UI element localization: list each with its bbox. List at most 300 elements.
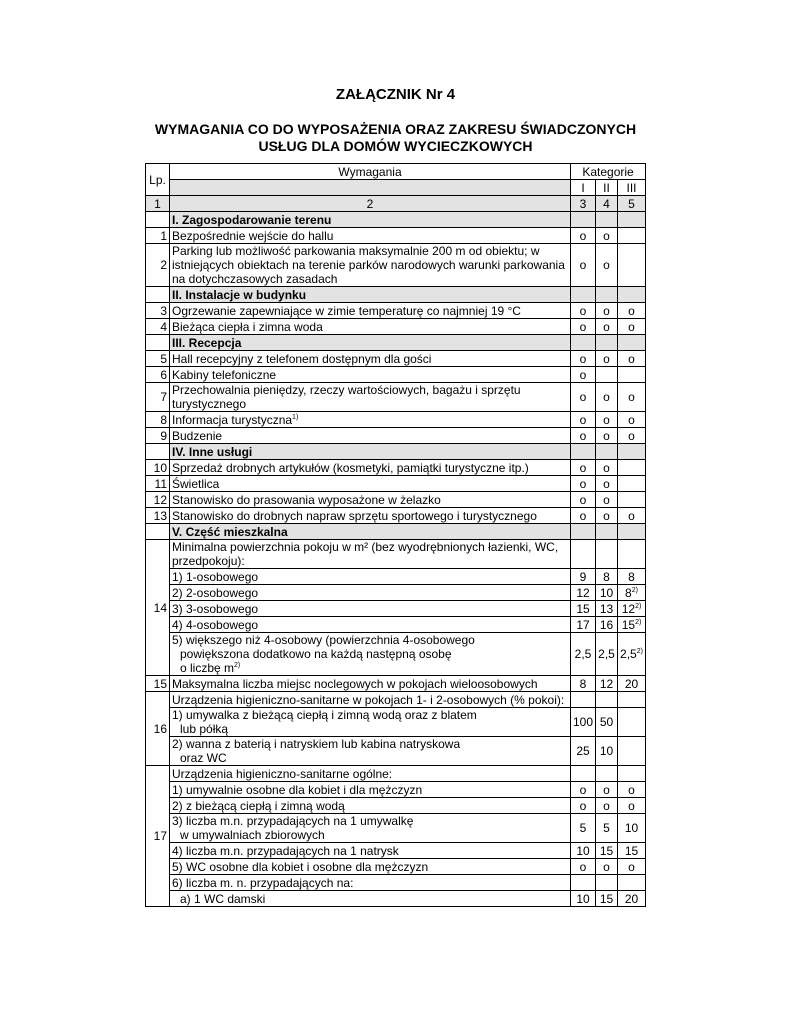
category-value: [571, 569, 596, 585]
category-value-text: o: [603, 782, 610, 797]
column-number-1: 1: [146, 196, 170, 212]
category-value: [571, 737, 596, 766]
category-value-text: 2,5: [574, 647, 592, 661]
category-value-text: o: [579, 508, 587, 523]
category-value-text: o: [603, 859, 610, 874]
table-row: [146, 814, 646, 843]
row-number: 16: [146, 692, 170, 766]
category-value: [571, 244, 596, 287]
requirement-line-text: Świetlica: [172, 476, 220, 491]
requirement-line: [172, 751, 568, 765]
section-row: [146, 335, 646, 351]
section-category-cell: [571, 524, 596, 540]
table-row: [146, 569, 646, 585]
requirement-text: [170, 540, 571, 569]
category-value: [618, 367, 646, 383]
category-value: [571, 319, 596, 335]
footnote-marker: 2): [234, 662, 241, 669]
section-category-cell: [596, 444, 618, 460]
category-value-text: 5: [603, 821, 610, 835]
category-value: [618, 383, 646, 412]
category-value-text: 9: [579, 569, 587, 584]
category-value: [571, 460, 596, 476]
category-value: [596, 428, 618, 444]
table-row: [146, 508, 646, 524]
category-value: [571, 508, 596, 524]
requirement-line: [172, 633, 568, 647]
category-value-text: o: [579, 782, 587, 797]
requirement-line: [172, 799, 568, 813]
row-number: 8: [146, 412, 170, 428]
category-value-text: o: [628, 351, 635, 366]
category-value-text: o: [603, 228, 610, 243]
category-value-text: 20: [624, 676, 639, 691]
category-value-text: o: [579, 303, 587, 318]
section-heading: III. Recepcja: [170, 335, 571, 351]
requirement-line-text: lub półką: [180, 722, 229, 736]
category-value-text: 13: [599, 601, 614, 616]
requirement-line-text: 2) z bieżącą ciepłą i zimną wodą: [172, 798, 345, 813]
category-value: [596, 244, 618, 287]
row-number: 7: [146, 383, 170, 412]
requirement-line: [172, 783, 568, 797]
row-number: 6: [146, 367, 170, 383]
section-category-cell: [618, 287, 646, 303]
column-number-2: 2: [170, 196, 571, 212]
category-value-text: o: [579, 367, 587, 382]
requirement-line-text: 5) większego niż 4-osobowy (powierzchnia 4-osobowego: [172, 633, 475, 647]
category-value-text: 15: [621, 617, 636, 632]
category-value: [618, 692, 646, 708]
category-value: [618, 875, 646, 891]
requirement-line: [172, 429, 568, 443]
category-value-text: o: [579, 476, 587, 491]
category-value: [596, 540, 618, 569]
section-category-cell: [571, 212, 596, 228]
requirement-line-text: 1) umywalka z bieżącą ciepłą i zimną wodą oraz z blatem: [172, 708, 477, 722]
table-row: [146, 319, 646, 335]
category-value: [618, 676, 646, 692]
category-value-text: o: [603, 319, 610, 334]
table-row: [146, 633, 646, 676]
category-value-text: o: [628, 798, 635, 813]
header-lp: Lp.: [146, 164, 170, 196]
requirement-line: [172, 461, 568, 475]
category-value-text: 8: [603, 569, 610, 584]
table-row: [146, 492, 646, 508]
category-value: [596, 367, 618, 383]
category-value: [596, 798, 618, 814]
category-value-text: 15: [599, 891, 614, 906]
category-value-text: 20: [624, 891, 639, 906]
category-value: [618, 814, 646, 843]
table-row: [146, 244, 646, 287]
requirement-line-text: 6) liczba m. n. przypadających na:: [172, 875, 354, 890]
table-row: [146, 367, 646, 383]
requirement-line: [172, 722, 568, 736]
section-row: [146, 524, 646, 540]
row-number: 2: [146, 244, 170, 287]
requirements-table: [145, 163, 646, 907]
section-category-cell: [618, 444, 646, 460]
category-value: [571, 476, 596, 492]
requirement-line: [172, 304, 568, 318]
category-value-text: o: [603, 412, 610, 427]
section-category-cell: [618, 335, 646, 351]
requirement-line-text: na dotychczasowych zasadach: [172, 272, 338, 286]
category-value-text: o: [579, 460, 587, 475]
category-value: [618, 303, 646, 319]
requirement-line: [172, 244, 568, 258]
category-value: [571, 367, 596, 383]
requirement-line: [172, 413, 568, 427]
table-row: [146, 585, 646, 601]
requirement-text: [170, 737, 571, 766]
table-row: [146, 859, 646, 875]
category-value-text: o: [603, 351, 610, 366]
category-value: [618, 737, 646, 766]
category-value-text: o: [603, 476, 610, 491]
header-category-i: I: [571, 180, 596, 196]
section-row: [146, 212, 646, 228]
category-value: [618, 782, 646, 798]
header-requirements: Wymagania: [170, 164, 571, 180]
requirement-line: [172, 708, 568, 722]
header-requirements-blank: [170, 180, 571, 196]
section-category-cell: [596, 524, 618, 540]
requirement-line-text: 4) 4-osobowego: [172, 617, 259, 632]
requirement-line: [172, 586, 568, 600]
category-value-text: 2,5: [620, 647, 637, 661]
header-categories: Kategorie: [571, 164, 646, 180]
section-category-cell: [596, 287, 618, 303]
requirement-text: [170, 782, 571, 798]
category-value-text: o: [603, 303, 610, 318]
category-value: [596, 319, 618, 335]
requirement-line-text: Urządzenia higieniczno-sanitarne w pokojach 1- i 2-osobowych (% pokoi):: [172, 692, 565, 707]
category-value: [571, 766, 596, 782]
requirement-line-text: Informacja turystyczna: [172, 412, 293, 427]
category-value-text: o: [628, 412, 635, 427]
category-value: [618, 766, 646, 782]
requirement-line: [172, 661, 568, 675]
requirement-line-text: 2) 2-osobowego: [172, 585, 259, 600]
table-row: [146, 782, 646, 798]
table-row: [146, 476, 646, 492]
category-value-text: o: [628, 303, 635, 318]
requirement-line: [172, 892, 568, 906]
row-number: 1: [146, 228, 170, 244]
row-number: 9: [146, 428, 170, 444]
category-value-text: 16: [599, 617, 614, 632]
category-value-text: 2,5: [598, 647, 615, 661]
table-row: [146, 428, 646, 444]
category-value: [596, 708, 618, 737]
requirement-line: [172, 618, 568, 632]
category-value-text: o: [603, 492, 610, 507]
category-value: [618, 228, 646, 244]
requirement-line: [172, 397, 568, 411]
section-row: [146, 444, 646, 460]
category-value: [596, 303, 618, 319]
requirement-line: [172, 320, 568, 334]
category-value: [571, 303, 596, 319]
section-heading: II. Instalacje w budynku: [170, 287, 571, 303]
requirement-line: [172, 352, 568, 366]
category-value: [571, 859, 596, 875]
table-row: [146, 303, 646, 319]
requirement-line: [172, 554, 568, 568]
requirement-line: [172, 602, 568, 616]
section-lp-cell: [146, 524, 170, 540]
requirement-line-text: 3) 3-osobowego: [172, 601, 259, 616]
category-value: [618, 843, 646, 859]
requirement-line-text: Bieżąca ciepła i zimna woda: [172, 319, 323, 334]
requirement-line: [172, 876, 568, 890]
category-value: [618, 569, 646, 585]
section-category-cell: [618, 524, 646, 540]
title-line-1: WYMAGANIA CO DO WYPOSAŻENIA ORAZ ZAKRESU ŚWIADCZONYCH: [154, 121, 637, 137]
category-value: [618, 633, 646, 676]
footnote-marker: 2): [635, 618, 642, 626]
requirement-text: [170, 875, 571, 891]
requirement-text: [170, 383, 571, 412]
table-row: [146, 676, 646, 692]
requirement-text: [170, 412, 571, 428]
category-value: [618, 708, 646, 737]
category-value-text: 10: [624, 821, 639, 835]
category-value-text: o: [603, 258, 610, 272]
table-row: [146, 875, 646, 891]
category-value: [618, 244, 646, 287]
requirement-line: [172, 477, 568, 491]
category-value-text: 15: [599, 843, 614, 858]
category-value-text: 10: [576, 891, 590, 906]
requirement-text: [170, 676, 571, 692]
category-value: [596, 601, 618, 617]
requirement-line-text: 3) liczba m.n. przypadających na 1 umywalkę: [172, 814, 414, 828]
category-value: [571, 540, 596, 569]
category-value: [618, 351, 646, 367]
requirement-line: [172, 509, 568, 523]
requirement-text: [170, 319, 571, 335]
requirement-line-text: Parking lub możliwość parkowania maksymalnie 200 m od obiektu; w: [172, 244, 540, 258]
category-value: [596, 875, 618, 891]
category-value: [596, 676, 618, 692]
section-category-cell: [571, 444, 596, 460]
table-row: [146, 351, 646, 367]
category-value: [596, 814, 618, 843]
row-number: 11: [146, 476, 170, 492]
requirement-line: [172, 860, 568, 874]
requirement-text: [170, 228, 571, 244]
category-value-text: 8: [625, 585, 632, 600]
requirement-line: [172, 493, 568, 507]
category-value-text: o: [603, 460, 610, 475]
category-value: [618, 601, 646, 617]
category-value: [571, 601, 596, 617]
requirement-line: [172, 383, 568, 397]
category-value: [571, 585, 596, 601]
category-value: [596, 508, 618, 524]
table-row: [146, 843, 646, 859]
table-row: [146, 412, 646, 428]
column-number-5: 5: [618, 196, 646, 212]
row-number: 15: [146, 676, 170, 692]
category-value: [571, 228, 596, 244]
category-value-text: o: [579, 258, 587, 272]
category-value-text: 100: [573, 715, 594, 729]
annex-title: ZAŁĄCZNIK Nr 4: [335, 86, 456, 103]
category-value: [618, 585, 646, 601]
requirement-line-text: oraz WC: [180, 751, 227, 765]
requirement-text: [170, 351, 571, 367]
row-number: 10: [146, 460, 170, 476]
requirement-line-text: Kabiny telefoniczne: [172, 367, 277, 382]
category-value: [618, 492, 646, 508]
category-value: [596, 383, 618, 412]
requirement-line: [172, 693, 568, 707]
category-value-text: 8: [579, 676, 587, 691]
column-number-4: 4: [596, 196, 618, 212]
requirement-text: [170, 798, 571, 814]
category-value: [571, 412, 596, 428]
category-value: [618, 617, 646, 633]
category-value: [596, 460, 618, 476]
requirement-line: [172, 368, 568, 382]
category-value: [596, 633, 618, 676]
category-value: [596, 351, 618, 367]
requirement-line-text: turystycznego: [172, 397, 247, 411]
requirement-line-text: powiększona dodatkowo na każdą następną osobę: [180, 647, 452, 661]
category-value-text: o: [628, 782, 635, 797]
requirement-text: [170, 766, 571, 782]
requirement-line: [172, 258, 568, 272]
requirement-text: [170, 601, 571, 617]
section-heading: I. Zagospodarowanie terenu: [170, 212, 571, 228]
row-number: 13: [146, 508, 170, 524]
requirement-line-text: 5) WC osobne dla kobiet i osobne dla mężczyzn: [172, 859, 429, 874]
requirement-text: [170, 891, 571, 907]
requirement-line-text: 4) liczba m.n. przypadających na 1 natrysk: [172, 843, 399, 858]
category-value: [571, 492, 596, 508]
requirement-text: [170, 492, 571, 508]
table-row: [146, 460, 646, 476]
requirement-line-text: 2) wanna z baterią i natryskiem lub kabina natryskowa: [172, 737, 461, 751]
requirement-line: [172, 828, 568, 842]
header-category-ii: II: [596, 180, 618, 196]
requirement-text: [170, 303, 571, 319]
category-value: [596, 891, 618, 907]
requirement-line-text: przedpokoju):: [172, 554, 245, 568]
requirement-text: [170, 617, 571, 633]
category-value-text: 12: [599, 676, 614, 691]
row-number: 4: [146, 319, 170, 335]
category-value-text: 12: [621, 601, 636, 616]
category-value-text: o: [579, 390, 587, 404]
category-value-text: o: [579, 351, 587, 366]
requirement-text: [170, 633, 571, 676]
requirement-line-text: a) 1 WC damski: [180, 891, 266, 906]
row-number: 14: [146, 540, 170, 676]
category-value: [596, 617, 618, 633]
category-value-text: 10: [576, 843, 590, 858]
requirement-line-text: Stanowisko do prasowania wyposażone w żelazko: [172, 492, 441, 507]
column-number-3: 3: [571, 196, 596, 212]
category-value: [571, 351, 596, 367]
category-value: [596, 492, 618, 508]
section-heading: IV. Inne usługi: [170, 444, 571, 460]
requirement-line-text: Przechowalnia pieniędzy, rzeczy wartościowych, bagażu i sprzętu: [172, 383, 521, 397]
requirement-line-text: w umywalniach zbiorowych: [180, 828, 325, 842]
footnote-marker: 2): [636, 648, 643, 655]
row-number: 3: [146, 303, 170, 319]
header-category-iii: III: [618, 180, 646, 196]
category-value-text: o: [628, 508, 635, 523]
category-value: [618, 319, 646, 335]
table-row: [146, 766, 646, 782]
requirement-line: [172, 570, 568, 584]
section-category-cell: [618, 212, 646, 228]
category-value-text: o: [579, 319, 587, 334]
category-value: [571, 633, 596, 676]
category-value: [596, 859, 618, 875]
category-value: [571, 875, 596, 891]
requirement-line: [172, 767, 568, 781]
section-heading: V. Część mieszkalna: [170, 524, 571, 540]
category-value: [596, 569, 618, 585]
table-row: [146, 383, 646, 412]
table-row: [146, 692, 646, 708]
section-lp-cell: [146, 287, 170, 303]
section-category-cell: [571, 287, 596, 303]
requirement-line-text: Bezpośrednie wejście do hallu: [172, 228, 334, 243]
requirement-text: [170, 692, 571, 708]
category-value-text: 8: [628, 569, 635, 584]
category-value-text: o: [579, 859, 587, 874]
table-row: [146, 737, 646, 766]
category-value-text: o: [628, 390, 635, 404]
category-value-text: o: [579, 798, 587, 813]
category-value: [571, 708, 596, 737]
category-value: [571, 814, 596, 843]
table-row: [146, 617, 646, 633]
category-value-text: 12: [576, 585, 590, 600]
requirement-text: [170, 476, 571, 492]
requirement-line: [172, 272, 568, 286]
requirement-line: [172, 229, 568, 243]
category-value-text: 10: [599, 744, 614, 758]
requirement-line-text: 1) umywalnie osobne dla kobiet i dla mężczyzn: [172, 782, 423, 797]
category-value-text: 15: [624, 843, 639, 858]
category-value: [571, 843, 596, 859]
footnote-marker: 1): [292, 413, 299, 421]
category-value-text: 25: [576, 744, 590, 758]
requirement-line-text: Budzenie: [172, 428, 223, 443]
category-value-text: 50: [599, 715, 614, 729]
requirement-text: [170, 244, 571, 287]
category-value-text: o: [603, 390, 610, 404]
category-value-text: o: [579, 228, 587, 243]
requirement-line-text: Stanowisko do drobnych napraw sprzętu sportowego i turystycznego: [172, 508, 537, 523]
table-row: [146, 601, 646, 617]
row-number: 5: [146, 351, 170, 367]
section-category-cell: [596, 335, 618, 351]
category-value: [618, 798, 646, 814]
requirement-text: [170, 585, 571, 601]
category-value: [571, 798, 596, 814]
section-row: [146, 287, 646, 303]
